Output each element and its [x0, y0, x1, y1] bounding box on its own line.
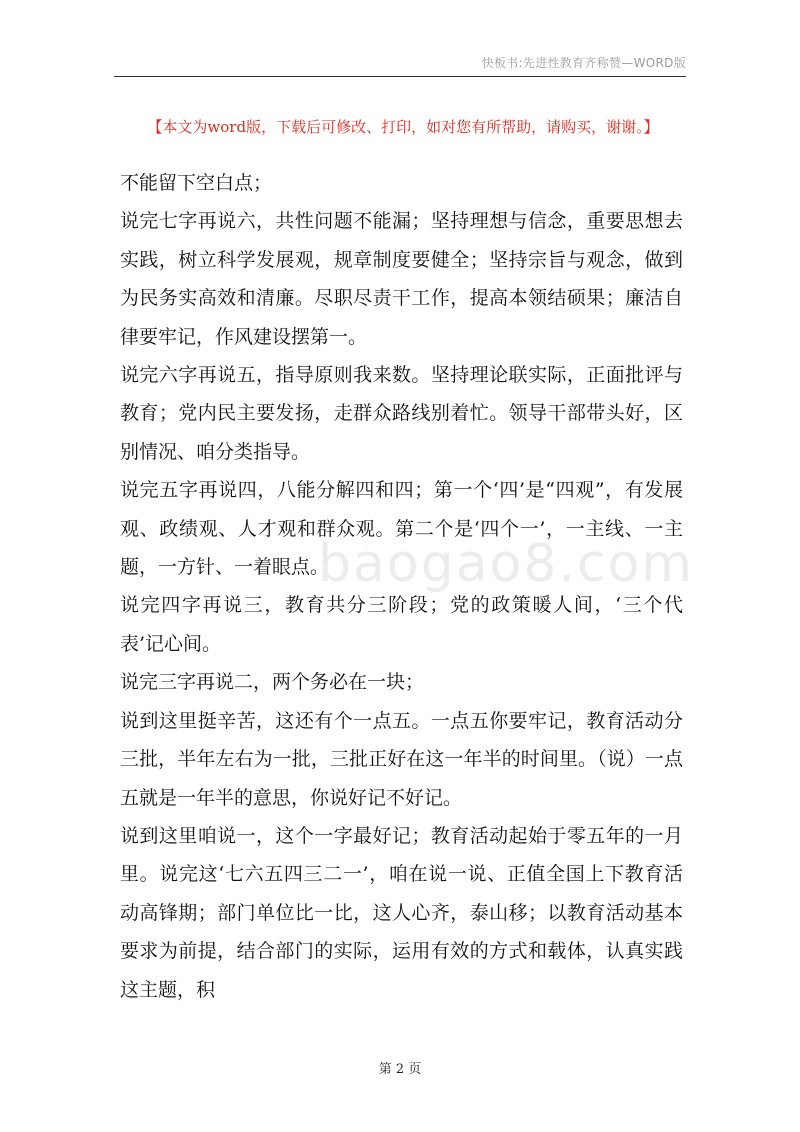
purchase-notice: 【本文为word版，下载后可修改、打印，如对您有所帮助，请购买，谢谢。】 [147, 118, 659, 136]
paragraph-7: 说到这里挺辛苦，这还有个一点五。一点五你要牢记，教育活动分三批，半年左右为一批，三批正好在这一年半的时间里。（说）一点五就是一年半的意思，你说好记不好记。 [120, 709, 683, 809]
paragraph-6: 说完三字再说二，两个务必在一块； [120, 671, 425, 694]
paragraph-8: 说到这里咱说一，这个一字最好记；教育活动起始于零五年的一月里。说完这‘七六五四三二一’，咱在说一说、正值全国上下教育活动高锋期；部门单位比一比，这人心齐，泰山移；以教育活动基本要求为前提，结合部门的实际，运用有效的方式和载体，认真实践这主题，积 [120, 824, 683, 1001]
paragraph-3: 说完六字再说五，指导原则我来数。坚持理论联实际，正面批评与教育；党内民主要发扬，走群众路线别着忙。领导干部带头好，区别情况、咱分类指导。 [120, 364, 683, 463]
paragraph-2: 说完七字再说六，共性问题不能漏；坚持理想与信念，重要思想去实践，树立科学发展观，规章制度要健全；坚持宗旨与观念，做到为民务实高效和清廉。尽职尽责干工作，提高本领结硕果；廉洁自律要牢记，作风建设摆第一。 [120, 210, 683, 348]
page-header [114, 50, 686, 77]
header-title: 快板书:先进性教育齐称赞—WORD版 [481, 56, 686, 70]
page-number: 第 2 页 [378, 1062, 422, 1077]
paragraph-4: 说完五字再说四，八能分解四和四；第一个‘四’是“四观”，有发展观、政绩观、人才观和群众观。第二个是‘四个一’，一主线、一主题，一方针、一着眼点。 [120, 479, 683, 579]
document-body [120, 164, 683, 1009]
paragraph-1: 不能留下空白点； [120, 172, 273, 194]
paragraph-5: 说完四字再说三，教育共分三阶段；党的政策暖人间，‘三个代表’记心间。 [120, 594, 683, 655]
watermark: baogao8.com [318, 534, 695, 594]
